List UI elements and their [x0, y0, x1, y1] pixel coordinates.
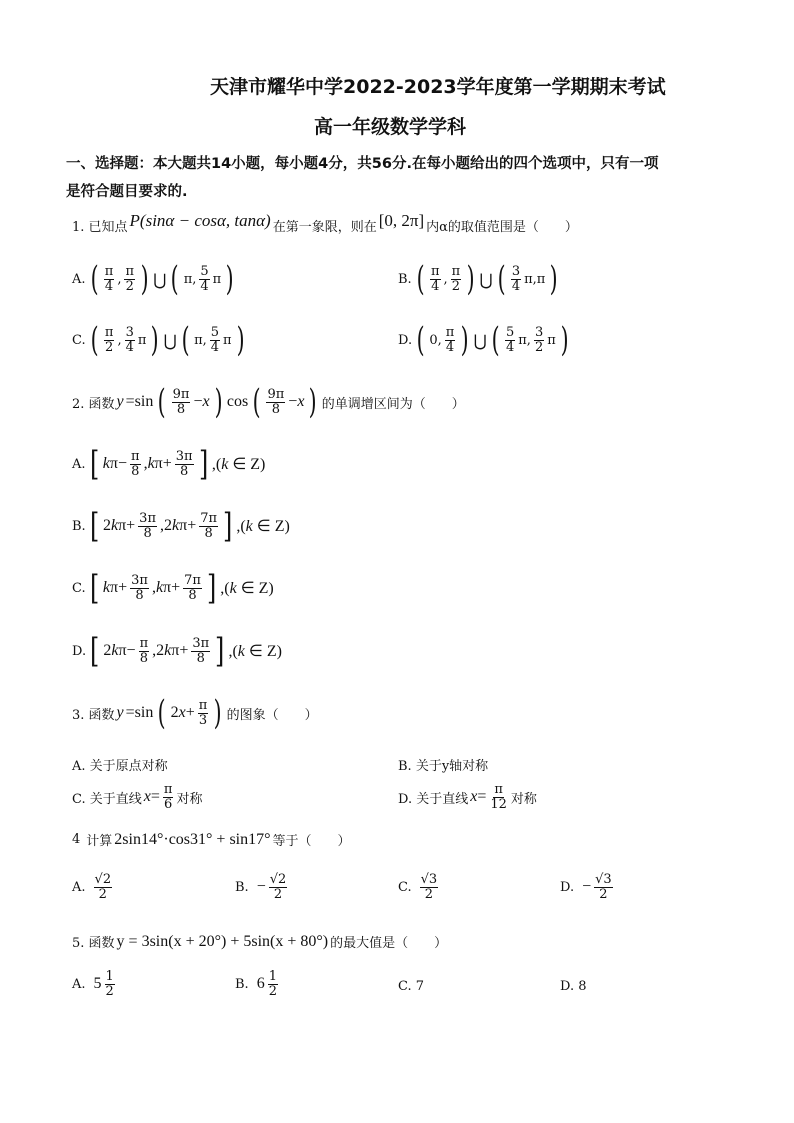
- q1-option-a-label: A.: [72, 271, 86, 287]
- q5-option-a: A. 5 $\frac{1}{2}$: [72, 969, 114, 999]
- q5-expression: y = 3sin(x + 20°) + 5sin(x + 80°): [116, 932, 329, 950]
- q3-option-b: B. 关于y轴对称: [398, 759, 489, 774]
- q3-option-d-suffix: 对称: [510, 791, 537, 807]
- q4-option-d-label: D.: [560, 879, 575, 895]
- q1-option-c: C. ( $\frac{\pi}{2}$ , $\frac{3}{4}$ π ) ⋃ ( π, $\frac{5}{4}$ π ): [72, 320, 245, 360]
- q1-number: 1. 已知点: [72, 219, 128, 235]
- page-subtitle: 高一年级数学学科: [314, 116, 467, 138]
- q1-option-d-label: D.: [398, 332, 413, 348]
- q2-suffix: 的单调增区间为（ ）: [321, 396, 465, 412]
- q5-option-b: B. 6 $\frac{1}{2}$: [235, 969, 277, 999]
- q4-option-a-label: A.: [72, 879, 86, 895]
- q4-option-b: B. − $\frac{√2}{2}$: [235, 872, 287, 902]
- q3-option-c-prefix: C. 关于直线: [72, 791, 142, 807]
- q2-option-a: A. [ kπ− $\frac{\pi}{8}$ ,kπ+ $\frac{3\pi}{8}$ ] ,(k ∈ Z): [72, 444, 266, 484]
- page-title: 天津市耀华中学2022-2023学年度第一学期期末考试: [210, 76, 666, 98]
- question-5: [72, 932, 447, 951]
- q4-prefix: 计算: [86, 834, 113, 849]
- q2-option-b: B. [ 2kπ+ $\frac{3\pi}{8}$ ,2kπ+ $\frac{7\pi}{8}$ ] ,(k ∈ Z): [72, 506, 290, 546]
- q2-option-a-label: A.: [72, 456, 86, 472]
- q3-option-c: C. 关于直线 x= $\frac{\pi}{6}$ 对称: [72, 782, 203, 812]
- q5-prefix: 5. 函数: [72, 936, 115, 951]
- q2-option-b-label: B.: [72, 518, 86, 534]
- q5-option-b-label: B.: [235, 976, 249, 992]
- q1-option-b: B. ( $\frac{\pi}{4}$ , $\frac{\pi}{2}$ ) ⋃ ( $\frac{3}{4}$ π,π ): [398, 259, 558, 299]
- q4-option-c: C. $\frac{√3}{2}$: [398, 872, 438, 902]
- q4-expression: 2sin14°·cos31° + sin17°: [114, 830, 271, 848]
- q3-option-d-prefix: D. 关于直线: [398, 791, 469, 807]
- q2-option-d-label: D.: [72, 643, 87, 659]
- q1-tail: 内α的取值范围是（ ）: [426, 219, 578, 235]
- q4-suffix: 等于（ ）: [272, 834, 351, 849]
- q3-suffix: 的图象（ ）: [226, 707, 318, 723]
- section-heading-line2: 是符合题目要求的.: [66, 184, 188, 200]
- q5-option-c: C. 7: [398, 979, 425, 994]
- q1-option-c-label: C.: [72, 332, 86, 348]
- q5-option-a-label: A.: [72, 976, 86, 992]
- section-heading-line1: 一、选择题：本大题共14小题，每小题4分，共56分.在每小题给出的四个选项中，只有一项: [66, 156, 659, 172]
- q1-mid: 在第一象限，则在: [272, 219, 377, 235]
- q4-option-a: A. $\frac{√2}{2}$: [72, 872, 112, 902]
- q4-option-c-label: C.: [398, 879, 412, 895]
- q5-suffix: 的最大值是（ ）: [330, 936, 448, 951]
- q3-prefix: 3. 函数: [72, 707, 115, 723]
- q4-option-d: D. − $\frac{√3}{2}$: [560, 872, 612, 902]
- q3-option-d: D. 关于直线 x= $\frac{\pi}{12}$ 对称: [398, 782, 537, 812]
- q3-option-c-suffix: 对称: [176, 791, 203, 807]
- q5-option-d: D. 8: [560, 979, 587, 994]
- q1-option-a: A. ( $\frac{\pi}{4}$ , $\frac{\pi}{2}$ ) ⋃ ( π, $\frac{5}{4}$ π ): [72, 259, 234, 299]
- q3-option-a: A. 关于原点对称: [72, 759, 168, 774]
- q4-number: 4: [72, 832, 81, 847]
- question-2: 2. 函数 y =sin ( $\frac{9\pi}{8}$ −x ) cos ( $\frac{9\pi}{8}$ −x ) 的单调增区间为（ ）: [72, 382, 465, 422]
- question-3: 3. 函数 y =sin ( 2x+ $\frac{\pi}{3}$ ) 的图象（ ）: [72, 693, 318, 733]
- question-1: [72, 211, 578, 235]
- q1-option-d: D. ( 0, $\frac{\pi}{4}$ ) ⋃ ( $\frac{5}{4}$ π, $\frac{3}{2}$ π ): [398, 320, 569, 360]
- q2-prefix: 2. 函数: [72, 396, 115, 412]
- q2-option-d: D. [ 2kπ− $\frac{\pi}{8}$ ,2kπ+ $\frac{3\pi}{8}$ ] ,(k ∈ Z): [72, 631, 282, 671]
- q4-option-b-label: B.: [235, 879, 249, 895]
- q1-option-b-label: B.: [398, 271, 412, 287]
- q2-option-c-label: C.: [72, 580, 86, 596]
- q2-option-c: C. [ kπ+ $\frac{3\pi}{8}$ ,kπ+ $\frac{7\pi}{8}$ ] ,(k ∈ Z): [72, 568, 274, 608]
- q1-point: P(sinα − cosα, tanα): [129, 211, 271, 230]
- q1-interval: [0, 2π]: [378, 211, 425, 230]
- question-4: [72, 830, 351, 849]
